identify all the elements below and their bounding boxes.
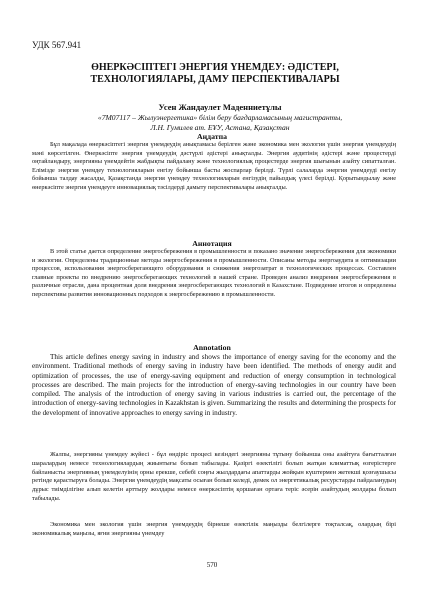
author-affiliation — [60, 113, 380, 133]
body-paragraph-2: Экономика мен экология үшін энергия үнемдеудің бірнеше өзектілік маңызды белгілерге тоқталсақ, олардың бірі экономикалық маңызы, яғни энергияны үнемдеу — [32, 521, 396, 537]
affiliation-line-2: Л.Н. Гумилев ат. ЕҰУ, Астана, Қазақстан — [150, 123, 290, 132]
abstract-ru-text: В этой статье дается определение энергосбережения в промышленности и показано значение энергосбережения для экономики и экологии. Определены традиционные методы энергосбережения в промышленности. Описаны методы энергоаудита и оптимизации процессов, использования энергосберегающего оборудования и снижения энергозатрат в технологических процессах. Составлен главные проекты по внедрению энергосберегающих технологий в нашей стране. Проведен анализ внедрения энергосбережения в различные отрасли, дана процентная доля внедрения энергосберегающих технологий в Казахстане. Подведение итогов и определены перспективы развития инновационных подходов к энергосбережению в промышленности. — [32, 248, 396, 298]
udk-code: УДК 567.941 — [32, 40, 82, 50]
abstract-en-heading: Annotation — [193, 343, 231, 352]
affiliation-line-1: «7M07117 – Жылуэнергетика» білім беру бағдарламасының магистранты, — [97, 113, 343, 122]
page-number: 570 — [206, 561, 218, 569]
body-paragraph-1: Жалпы, энергияны үнемдеу жүйесі - бұл өндіріс процесі кезіндегі энергияны тұтыну бойынша оны азайтуға бағытталған шаралардың немесе технологиялардың жиынтығы болып табылады. Қазіргі өзектілігі болып жатқан климаттық өзгерістерге байланысты энергияның үнемделуінің орны ерекше, себебі соңғы жылдардағы апаттарды жойқын күштермен жетекші қозғаушысы ретінде қарастыруға болады. Энергия үнемдеудің мақсаты осыған болып келеді, демек ол энергетикалық ресурстарды пайдаланудың дұрыс тиімділігіне алып келетін арттыру жолдары немесе өнеркәсіптің қоршаған ортаға теріс әсерін азайтудың жолдары болып табылады. — [32, 451, 396, 502]
abstract-en-text: This article defines energy saving in industry and shows the importance of energy saving for the economy and the environment. Traditional methods of energy saving in industry have been identified. The methods of energy audit and optimization of processes, the use of energy-saving equipment and reduction of energy consumption in technological processes are described. The main projects for the introduction of energy-saving technologies in our country have been compiled. The analysis of the introduction of energy saving in various industries is carried out, the percentage of the introduction of energy-saving technologies in Kazakhstan is given. Summarizing the results and determining the prospects for the development of innovative approaches to energy saving in industry. — [32, 353, 396, 417]
abstract-kz-text: Бұл мақалада өнеркәсіптегі энергия үнемдеудің анықтамасы берілген және экономика мен экология үшін энергия үнемдеудің мәні көрсетілген. Өнеркәсіпте энергия үнемдеудің дәстүрлі әдістері анықталды. Энергия аудитінің әдістері және процестерді оңтайландыру, энергияны үнемдейтін жабдықты пайдалану және технологиялық процестерде энергия шығынын азайту сипатталған. Елімізде энергия үнемдеу технологияларын енгізу бойынша басты жоспарлар берілді. Түрлі салаларда энергия үнемдеуді енгізу бойынша талдау жасалды, Қазақстанда энергия үнемдеу технологияларын енгізудің пайыздық үлесі берілді. Қорытындылау және өнеркәсіпте энергия үнемдеуге инновациялық тәсілдерді дамыту перспективалары анықталды. — [32, 141, 396, 191]
article-title: ӨНЕРКӘСІПТЕГІ ЭНЕРГИЯ ҮНЕМДЕУ: ӘДІСТЕРІ, ТЕХНОЛОГИЯЛАРЫ, ДАМУ ПЕРСПЕКТИВАЛАРЫ — [90, 62, 340, 85]
author-name: Усен Жандаулет Маденниетұлы — [158, 102, 282, 112]
abstract-ru-heading: Аннотация — [192, 239, 232, 248]
abstract-kz-heading: Аңдатпа — [197, 132, 227, 141]
